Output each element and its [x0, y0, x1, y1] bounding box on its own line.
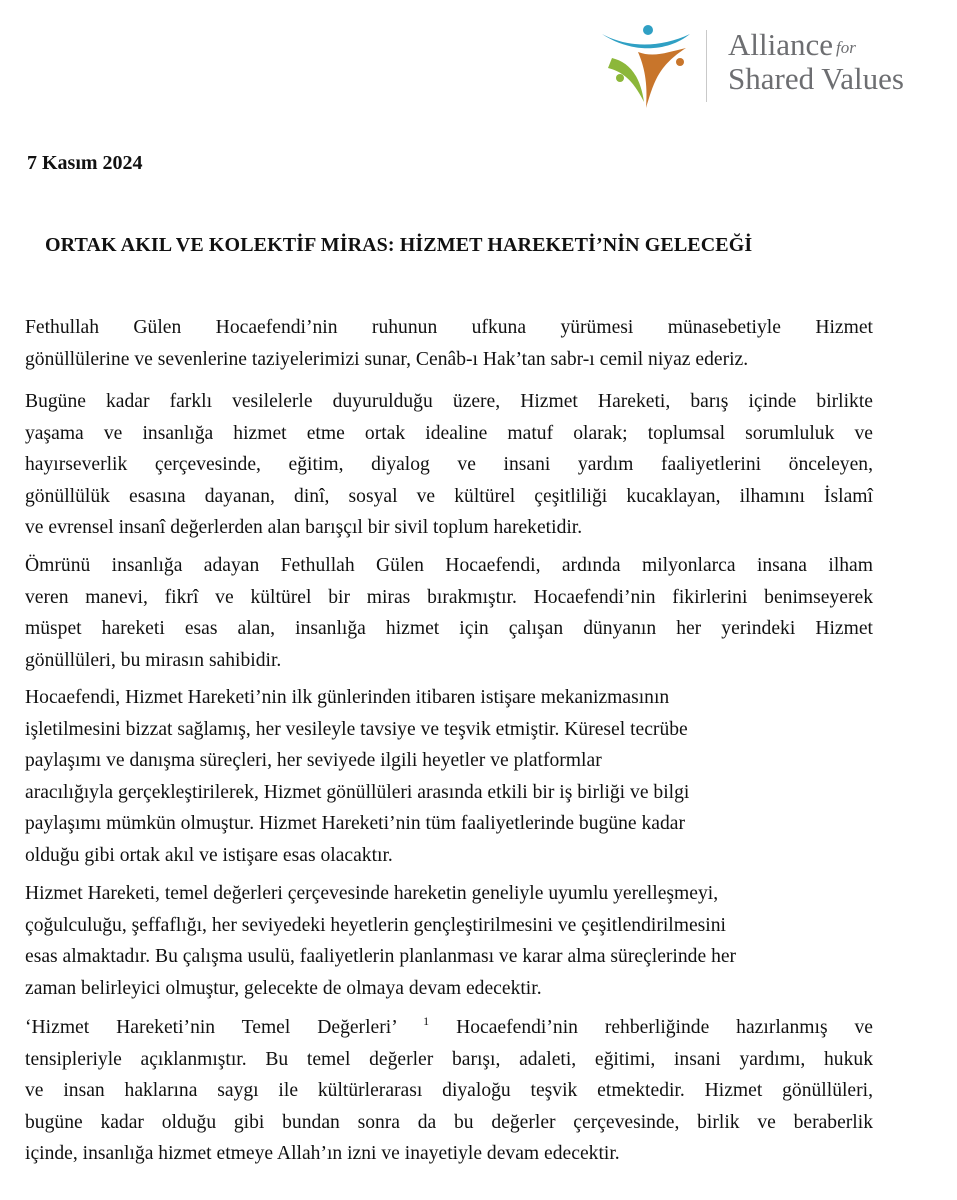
paragraph-line: Hocaefendi, Hizmet Hareketi’nin ilk günlerinden itibaren istişare mekanizmasının	[25, 687, 670, 708]
footnote-marker: 1	[423, 1014, 430, 1028]
paragraph-line: çoğulculuğu, şeffaflığı, her seviyedeki heyetlerin gençleştirilmesini ve çeşitlendirilmesini	[25, 914, 726, 936]
paragraph-line-rest: Hocaefendi’nin rehberliğinde hazırlanmış ve	[456, 1017, 873, 1038]
paragraph-line: ve evrensel insanî değerlerden alan barışçıl bir sivil toplum hareketidir.	[25, 517, 583, 539]
logo-figure-icon	[598, 22, 694, 110]
paragraph-line: Ömrünü insanlığa adayan Fethullah Gülen Hocaefendi, ardında milyonlarca insana ilham	[25, 555, 873, 576]
paragraph-line: gönüllüleri, bu mirasın sahibidir.	[25, 649, 282, 671]
logo-word-for: for	[836, 38, 856, 57]
paragraph-line: içinde, insanlığa hizmet etmeye Allah’ın izni ve inayetiyle devam edecektir.	[25, 1143, 620, 1165]
paragraph-line: paylaşımı ve danışma süreçleri, her seviyede ilgili heyetler ve platformlar	[25, 750, 602, 772]
paragraph-line: işletilmesini bizzat sağlamış, her vesileyle tavsiye ve teşvik etmiştir. Küresel tecrübe	[25, 718, 688, 740]
core-values-quote: ‘Hizmet Hareketi’nin Temel Değerleri’	[25, 1017, 397, 1038]
paragraph-5	[25, 878, 873, 1004]
paragraph-line: paylaşımı mümkün olmuştur. Hizmet Hareketi’nin tüm faaliyetlerinde bugüne kadar	[25, 813, 686, 835]
paragraph-3	[25, 550, 873, 676]
paragraph-line: yaşama ve insanlığa hizmet etme ortak idealine matuf olarak; toplumsal sorumluluk ve	[25, 422, 873, 444]
paragraph-line: olduğu gibi ortak akıl ve istişare esas olacaktır.	[25, 844, 393, 866]
paragraph-line: Hizmet Hareketi, temel değerleri çerçevesinde hareketin geneliyle uyumlu yerelleşmeyi,	[25, 883, 719, 904]
paragraph-1	[25, 312, 873, 375]
paragraph-line: gönüllülük esasına dayanan, dinî, sosyal ve kültürel çeşitliliği kucaklayan, ilhamını İslamî	[25, 485, 873, 507]
paragraph-line: bugüne kadar olduğu gibi bundan sonra da bu değerler çerçevesinde, birlik ve beraberlik	[25, 1111, 873, 1133]
paragraph-line	[25, 1012, 873, 1044]
paragraph-line: ve insan haklarına saygı ile kültürlerarası diyaloğu teşvik etmektedir. Hizmet gönüllüleri,	[25, 1080, 873, 1102]
document-date: 7 Kasım 2024	[27, 152, 143, 174]
logo-line-alliance: Alliance	[728, 27, 834, 62]
logo-line-shared-values: Shared Values	[728, 61, 904, 96]
document-title: ORTAK AKIL VE KOLEKTİF MİRAS: HİZMET HAREKETİ’NİN GELECEĞİ	[45, 234, 753, 256]
paragraph-6	[25, 1012, 873, 1170]
paragraph-2	[25, 386, 873, 544]
paragraph-line: hayırseverlik çerçevesinde, eğitim, diyalog ve insani yardım faaliyetlerini önceleyen,	[25, 454, 873, 476]
alliance-logo-mark	[598, 22, 694, 110]
paragraph-line: tensipleriyle açıklanmıştır. Bu temel değerler barışı, adaleti, eğitimi, insani yardımı, hukuk	[25, 1048, 873, 1070]
paragraph-4	[25, 682, 873, 872]
logo-divider	[706, 30, 707, 102]
paragraph-line: Fethullah Gülen Hocaefendi’nin ruhunun ufkuna yürümesi münasebetiyle Hizmet	[25, 317, 873, 338]
paragraph-line: Bugüne kadar farklı vesilelerle duyurulduğu üzere, Hizmet Hareketi, barış içinde birlikte	[25, 391, 873, 412]
paragraph-line: gönüllülerine ve sevenlerine taziyelerimizi sunar, Cenâb-ı Hak’tan sabr-ı cemil niyaz ederiz.	[25, 348, 749, 370]
paragraph-line: aracılığıyla gerçekleştirilerek, Hizmet gönüllüleri arasında etkili bir iş birliği ve bilgi	[25, 781, 690, 803]
paragraph-line: veren manevi, fikrî ve kültürel bir miras bırakmıştır. Hocaefendi’nin fikirlerini benimseyerek	[25, 586, 873, 608]
paragraph-line: müspet hareketi esas alan, insanlığa hizmet için çalışan dünyanın her yerindeki Hizmet	[25, 618, 873, 640]
paragraph-line: esas almaktadır. Bu çalışma usulü, faaliyetlerin planlanması ve karar alma süreçlerinde her	[25, 946, 737, 968]
alliance-logo-wordmark	[728, 27, 904, 96]
paragraph-line: zaman belirleyici olmuştur, gelecekte de olmaya devam edecektir.	[25, 977, 542, 999]
